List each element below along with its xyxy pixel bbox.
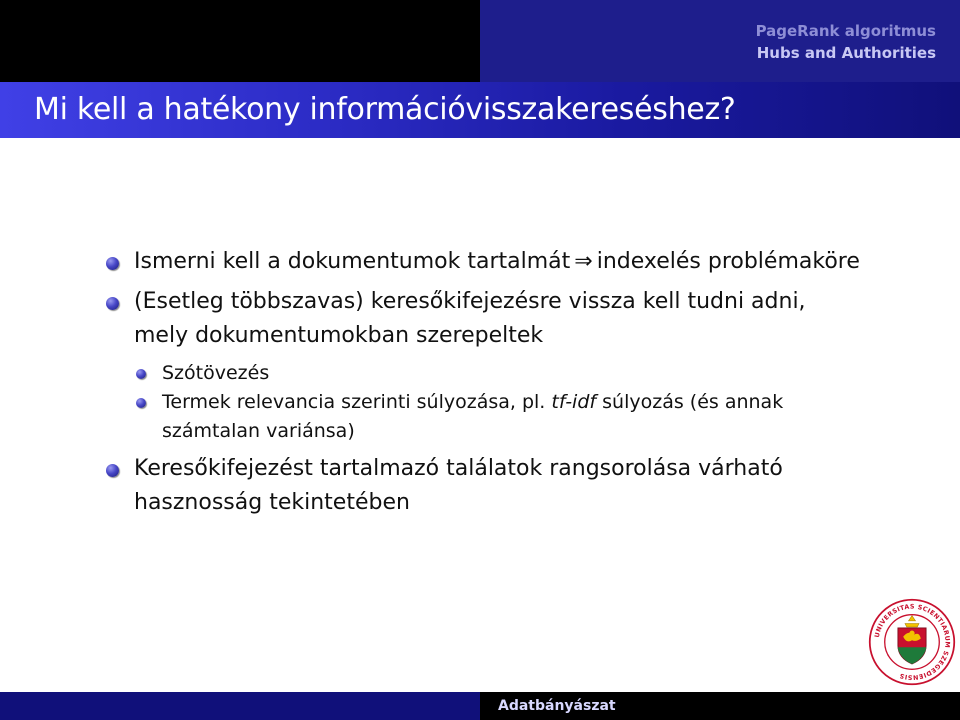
- bullet-item-text: Keresőkifejezést tartalmazó találatok rangsorolása várható hasznosság tekintetében: [134, 456, 783, 515]
- ball-bullet-icon: [106, 297, 119, 310]
- frame-title-bar: [0, 82, 960, 138]
- footer-right-panel: [480, 692, 960, 720]
- sub-bullet-text: súlyozás (és annak számtalan variánsa): [162, 391, 784, 442]
- header-left-panel: [0, 0, 480, 82]
- small-ball-bullet-icon: [136, 369, 146, 379]
- bullet-item-query-retrieval: [104, 285, 864, 353]
- tfidf-term: tf-idf: [551, 391, 597, 413]
- bullet-item-indexing: [104, 245, 864, 279]
- slide-content: [104, 245, 864, 520]
- implies-arrow-icon: ⇒: [574, 249, 593, 274]
- bullet-item-text: indexelés problémaköre: [596, 249, 860, 274]
- sub-bullet-text: Termek relevancia szerinti súlyozása, pl.: [162, 391, 546, 413]
- subsection-title-link[interactable]: Hubs and Authorities: [756, 44, 936, 62]
- sub-bullet-item-stemming: [104, 359, 864, 388]
- footer-bar: [0, 692, 960, 720]
- university-seal-logo: [868, 598, 956, 686]
- sub-bullet-text: Szótövezés: [162, 362, 270, 384]
- ball-bullet-icon: [106, 464, 119, 477]
- section-navigation: [756, 20, 936, 64]
- small-ball-bullet-icon: [136, 398, 146, 408]
- svg-text:UNIVERSITAS SCIENTIARUM SZEGED: UNIVERSITAS SCIENTIARUM SZEGEDIENSIS: [873, 603, 951, 681]
- sub-bullet-item-weighting: [104, 388, 864, 446]
- bullet-item-ranking: [104, 452, 864, 520]
- bullet-item-text: Ismerni kell a dokumentumok tartalmát: [134, 249, 571, 274]
- header-right-panel: [480, 0, 960, 82]
- bullet-item-text: (Esetleg többszavas) keresőkifejezésre vissza kell tudni adni, mely dokumentumokban szerepeltek: [134, 289, 806, 348]
- slide-title: Mi kell a hatékony információvisszakereséshez?: [34, 92, 736, 127]
- header-navigation: [0, 0, 960, 82]
- ball-bullet-icon: [106, 257, 119, 270]
- footer-title: Adatbányászat: [498, 698, 616, 714]
- footer-left-panel: [0, 692, 480, 720]
- section-title-link[interactable]: PageRank algoritmus: [755, 22, 936, 40]
- sub-bullet-list: [104, 359, 864, 446]
